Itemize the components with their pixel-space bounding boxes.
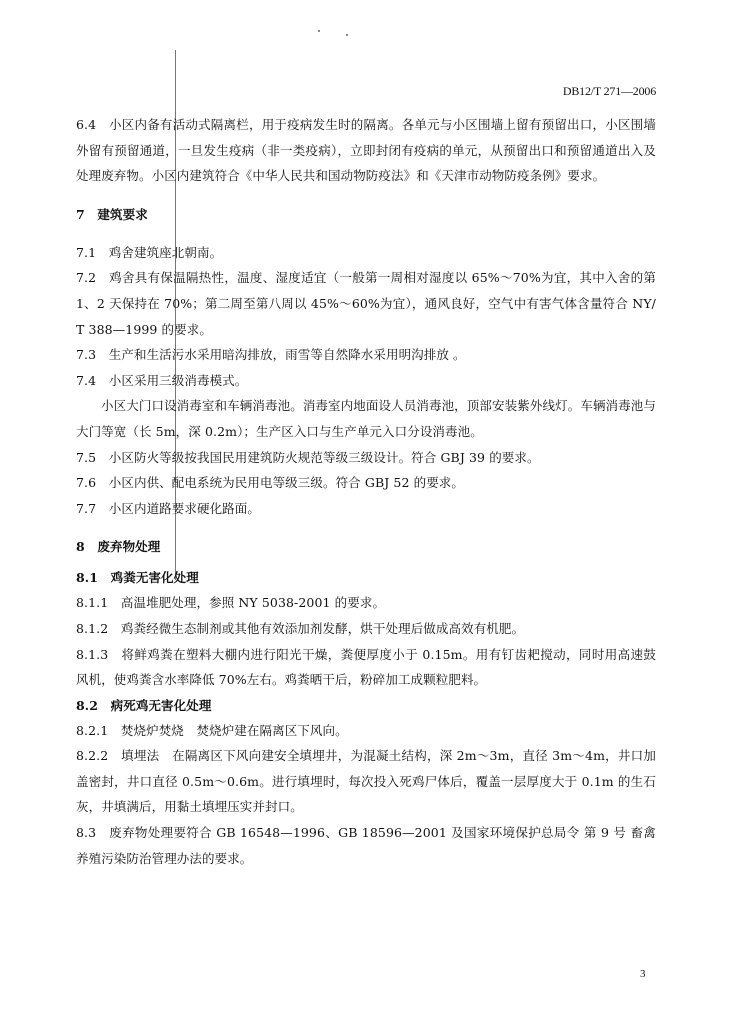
section-8-heading: 8 废弃物处理: [76, 539, 161, 555]
clause-7-4-body: 小区大门口设消毒室和车辆消毒池。消毒室内地面设人员消毒池，顶部安装紫外线灯。车辆消毒池与大门等宽（长 5m，深 0.2m）；生产区入口与生产单元入口分设消毒池。: [76, 398, 656, 439]
clause-7-3: 7.3 生产和生活污水采用暗沟排放，雨雪等自然降水采用明沟排放 。: [76, 347, 466, 363]
clause-7-7: 7.7 小区内道路要求硬化路面。: [76, 500, 260, 516]
clause-7-5: 7.5 小区防火等级按我国民用建筑防火规范等级三级设计。符合 GBJ 39 的要求。: [76, 449, 540, 465]
clause-8-1-2: 8.1.2 鸡粪经微生态制剂或其他有效添加剂发酵，烘干处理后做成高效有机肥。: [76, 620, 525, 636]
clause-8-2-heading: 8.2 病死鸡无害化处理: [76, 697, 212, 713]
clause-7-1: 7.1 鸡舍建筑座北朝南。: [76, 244, 223, 260]
clause-8-2-2: 8.2.2 填埋法 在隔离区下风向建安全填埋井，为混凝土结构，深 2m～3m，直径 3m～4m，井口加盖密封，井口直径 0.5m～0.6m。进行填埋时，每次投入死鸡尸体后，覆盖一层厚度大于 0.1m 的生石灰，井填满后，用黏土填埋压实并封口。: [76, 748, 656, 815]
page-number: 3: [640, 968, 646, 980]
clause-8-2-1: 8.2.1 焚烧炉焚烧 焚烧炉建在隔离区下风向。: [76, 722, 348, 738]
clause-7-2: 7.2 鸡舍具有保温隔热性，温度、湿度适宜（一般第一周相对湿度以 65%～70%为宜，其中入舍的第 1、2 天保持在 70%；第二周至第八周以 45%～60%为宜），通风良好，空气中有害气体含量符合 NY/T 388—1999 的要求。: [76, 270, 656, 337]
standard-code: DB12/T 271—2006: [562, 84, 656, 98]
section-7-heading: 7 建筑要求: [76, 206, 148, 222]
clause-6-4: 6.4 小区内备有活动式隔离栏，用于疫病发生时的隔离。各单元与小区围墙上留有预留出口，小区围墙外留有预留通道，一旦发生疫病（非一类疫病），立即封闭有疫病的单元，从预留出口和预留通道出入及处理废弃物。小区内建筑符合《中华人民共和国动物防疫法》和《天津市动物防疫条例》要求。: [76, 117, 656, 184]
scan-dust: [346, 34, 348, 36]
clause-7-4: 7.4 小区采用三级消毒模式。: [76, 372, 248, 388]
clause-7-6: 7.6 小区内供、配电系统为民用电等级三级。符合 GBJ 52 的要求。: [76, 475, 464, 491]
clause-8-3: 8.3 废弃物处理要符合 GB 16548—1996、GB 18596—2001 及国家环境保护总局令 第 9 号 畜禽养殖污染防治管理办法的要求。: [76, 825, 656, 866]
clause-8-1-3: 8.1.3 将鲜鸡粪在塑料大棚内进行阳光干燥，粪便厚度小于 0.15m。用有钉齿耙搅动，同时用高速鼓风机，使鸡粪含水率降低 70%左右。鸡粪晒干后，粉碎加工成颗粒肥料。: [76, 646, 656, 688]
scan-dust: [318, 30, 320, 32]
clause-8-1-1: 8.1.1 高温堆肥处理，参照 NY 5038-2001 的要求。: [76, 595, 386, 611]
document-body: [76, 112, 656, 871]
clause-8-1-heading: 8.1 鸡粪无害化处理: [76, 570, 199, 586]
